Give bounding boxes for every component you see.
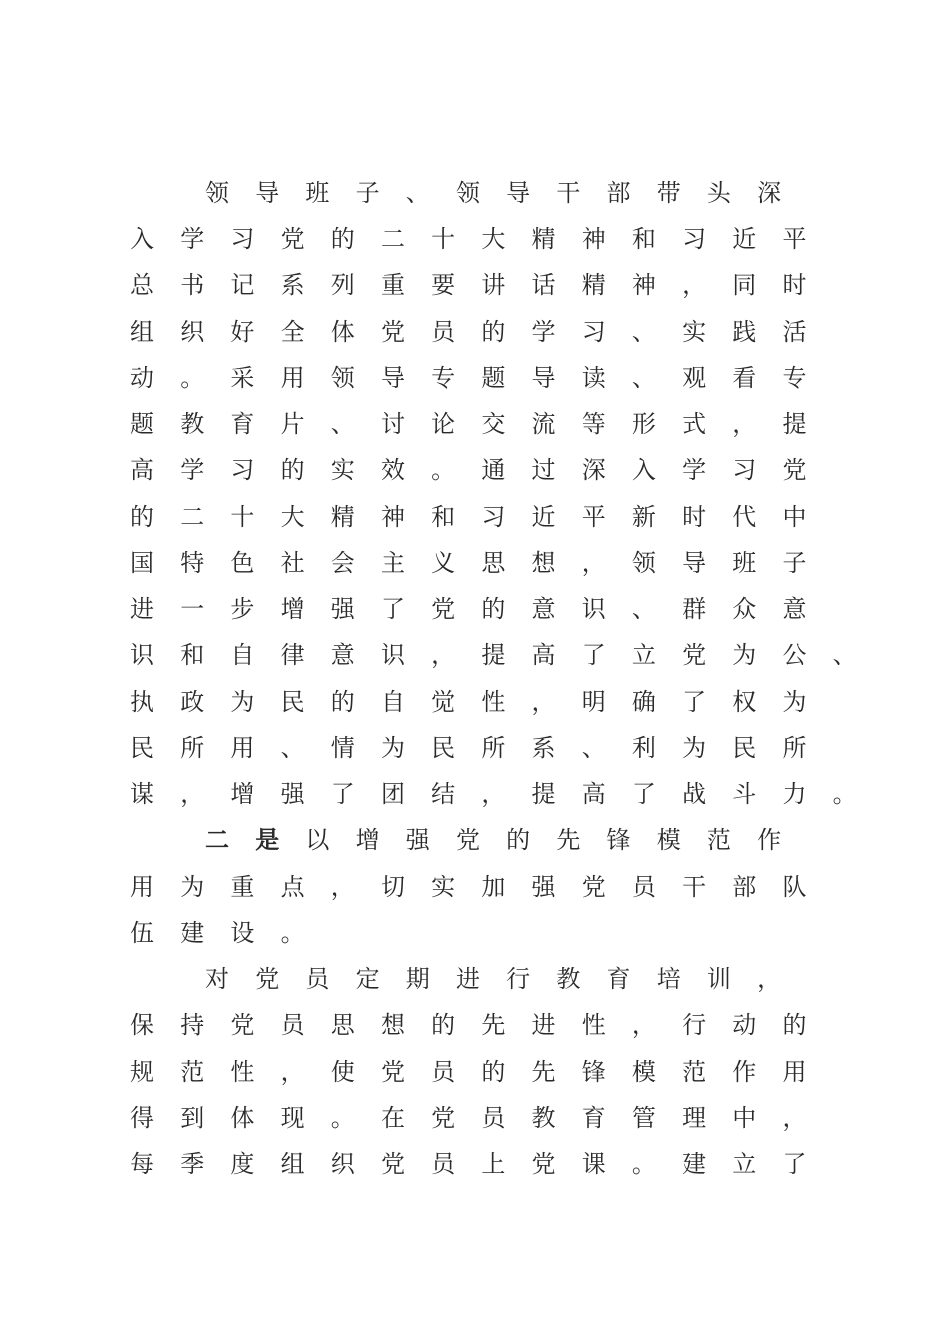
paragraph-line: 规 范 性 ， 使 党 员 的 先 锋 模 范 作 用 — [130, 1058, 807, 1086]
paragraph-line: 谋 ， 增 强 了 团 结 ， 提 高 了 战 斗 力 。 — [130, 780, 857, 808]
section-heading-prefix: 二 是 — [205, 825, 280, 854]
paragraph-line: 得 到 体 现 。 在 党 员 教 育 管 理 中 ， — [130, 1104, 807, 1132]
paragraph-line: 高 学 习 的 实 效 。 通 过 深 入 学 习 党 — [130, 456, 807, 484]
paragraph-line: 组 织 好 全 体 党 员 的 学 习 、 实 践 活 — [130, 318, 807, 346]
paragraph-line: 领 导 班 子 、 领 导 干 部 带 头 深 — [205, 179, 782, 207]
paragraph-line: 用 为 重 点 ， 切 实 加 强 党 员 干 部 队 — [130, 873, 807, 901]
paragraph-line: 保 持 党 员 思 想 的 先 进 性 ， 行 动 的 — [130, 1011, 807, 1039]
section-heading-text: 以 增 强 党 的 先 锋 模 范 作 — [305, 826, 782, 854]
paragraph-line: 入 学 习 党 的 二 十 大 精 神 和 习 近 平 — [130, 225, 807, 253]
paragraph-line: 每 季 度 组 织 党 员 上 党 课 。 建 立 了 — [130, 1150, 807, 1178]
paragraph-line: 题 教 育 片 、 讨 论 交 流 等 形 式 ， 提 — [130, 410, 807, 438]
paragraph-line: 国 特 色 社 会 主 义 思 想 ， 领 导 班 子 — [130, 549, 807, 577]
paragraph-line: 对 党 员 定 期 进 行 教 育 培 训 ， — [205, 965, 782, 993]
paragraph-line: 伍 建 设 。 — [130, 919, 305, 947]
paragraph-line: 动 。 采 用 领 导 专 题 导 读 、 观 看 专 — [130, 364, 807, 392]
paragraph-line: 识 和 自 律 意 识 ， 提 高 了 立 党 为 公 、 — [130, 641, 857, 669]
paragraph-line: 进 一 步 增 强 了 党 的 意 识 、 群 众 意 — [130, 595, 807, 623]
section-heading-line — [205, 817, 807, 863]
paragraph-line: 执 政 为 民 的 自 觉 性 ， 明 确 了 权 为 — [130, 688, 807, 716]
paragraph-line: 民 所 用 、 情 为 民 所 系 、 利 为 民 所 — [130, 734, 807, 762]
paragraph-line: 的 二 十 大 精 神 和 习 近 平 新 时 代 中 — [130, 503, 807, 531]
paragraph-line: 总 书 记 系 列 重 要 讲 话 精 神 ， 同 时 — [130, 271, 807, 299]
